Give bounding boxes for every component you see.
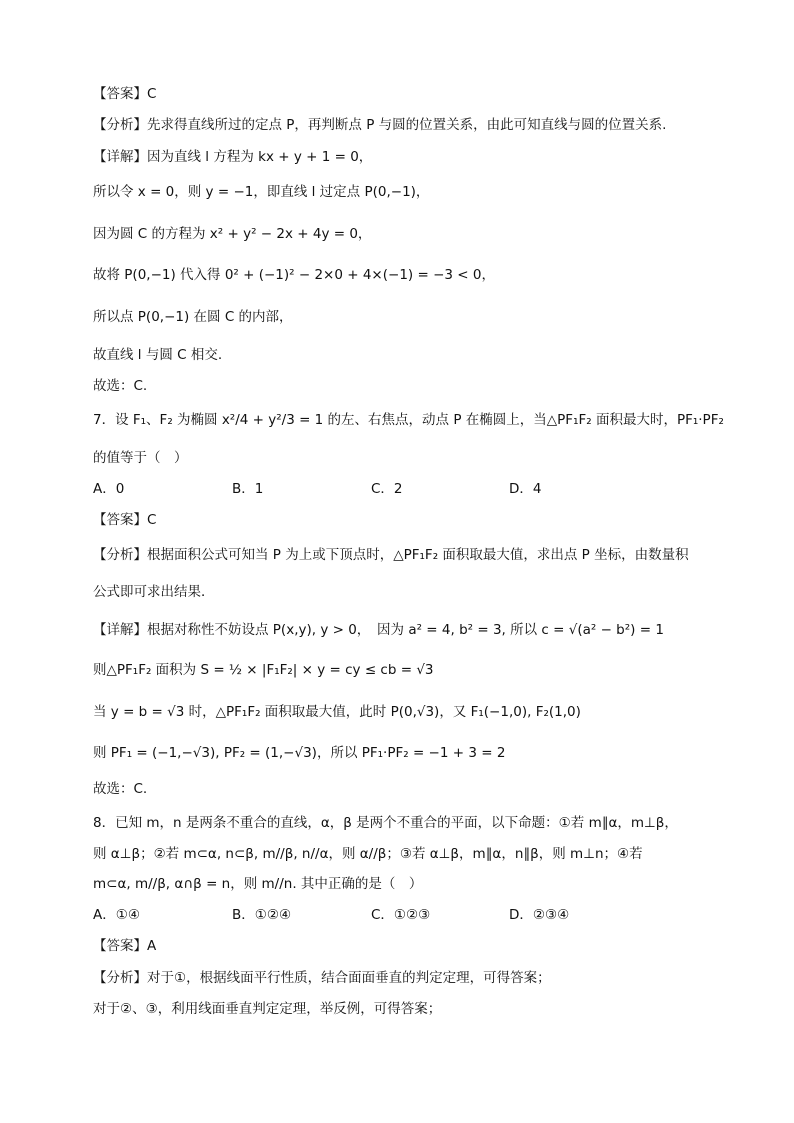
q6-answer: 【答案】C bbox=[93, 86, 157, 102]
q8-option-d: D．②③④ bbox=[509, 907, 570, 923]
q6-analysis: 【分析】先求得直线所过的定点 P，再判断点 P 与圆的位置关系，由此可知直线与圆的位置关系. bbox=[93, 117, 667, 133]
q6-line-4: 故将 P(0,−1) 代入得 0² + (−1)² − 2×0 + 4×(−1) = −3 < 0， bbox=[93, 267, 495, 283]
q8-option-c: C．①②③ bbox=[371, 907, 431, 923]
q7-stem-1: 7．设 F₁、F₂ 为椭圆 x²/4 + y²/3 = 1 的左、右焦点，动点 P 在椭圆上，当△PF₁F₂ 面积最大时，PF₁·PF₂ bbox=[93, 412, 724, 428]
q7-line-4: 则 PF₁ = (−1,−√3), PF₂ = (1,−√3)，所以 PF₁·PF₂ = −1 + 3 = 2 bbox=[93, 745, 506, 761]
q7-choose: 故选：C. bbox=[93, 781, 148, 797]
q7-option-b: B．1 bbox=[232, 481, 264, 497]
q7-stem-2: 的值等于（ ） bbox=[93, 450, 188, 466]
q6-line-6: 故直线 l 与圆 C 相交. bbox=[93, 347, 223, 363]
q8-analysis-2: 对于②、③，利用线面垂直判定定理，举反例，可得答案； bbox=[93, 1001, 442, 1017]
q7-analysis-1: 【分析】根据面积公式可知当 P 为上或下顶点时，△PF₁F₂ 面积取最大值，求出点 P 坐标，由数量积 bbox=[93, 547, 689, 563]
q8-stem-1: 8．已知 m，n 是两条不重合的直线，α，β 是两个不重合的平面，以下命题：①若 m∥α，m⊥β， bbox=[93, 815, 678, 831]
q7-line-3: 当 y = b = √3 时，△PF₁F₂ 面积取最大值，此时 P(0,√3)，又 F₁(−1,0), F₂(1,0) bbox=[93, 704, 581, 720]
q6-detail: 【详解】因为直线 l 方程为 kx + y + 1 = 0， bbox=[93, 149, 373, 165]
q6-choose: 故选：C. bbox=[93, 378, 148, 394]
q7-option-a: A．0 bbox=[93, 481, 125, 497]
q8-stem-2: 则 α⊥β；②若 m⊂α, n⊂β, m//β, n//α，则 α//β；③若 α⊥β，m∥α，n∥β，则 m⊥n；④若 bbox=[93, 846, 643, 862]
q6-line-5: 所以点 P(0,−1) 在圆 C 的内部， bbox=[93, 309, 293, 325]
q7-line-2: 则△PF₁F₂ 面积为 S = ½ × |F₁F₂| × y = cy ≤ cb = √3 bbox=[93, 662, 434, 678]
q8-answer: 【答案】A bbox=[93, 938, 157, 954]
q7-answer: 【答案】C bbox=[93, 512, 157, 528]
q7-option-c: C．2 bbox=[371, 481, 403, 497]
q6-line-3: 因为圆 C 的方程为 x² + y² − 2x + 4y = 0， bbox=[93, 226, 372, 242]
q7-option-d: D．4 bbox=[509, 481, 542, 497]
q8-stem-3: m⊂α, m//β, α∩β = n，则 m//n. 其中正确的是（ ） bbox=[93, 876, 423, 892]
q6-line-2: 所以令 x = 0，则 y = −1，即直线 l 过定点 P(0,−1)， bbox=[93, 184, 430, 200]
q7-detail: 【详解】根据对称性不妨设点 P(x,y), y > 0， 因为 a² = 4, b² = 3, 所以 c = √(a² − b²) = 1 bbox=[93, 622, 664, 638]
q8-option-a: A．①④ bbox=[93, 907, 140, 923]
q8-option-b: B．①②④ bbox=[232, 907, 292, 923]
q7-analysis-2: 公式即可求出结果． bbox=[93, 584, 215, 600]
q8-analysis-1: 【分析】对于①，根据线面平行性质，结合面面垂直的判定定理，可得答案； bbox=[93, 970, 551, 986]
